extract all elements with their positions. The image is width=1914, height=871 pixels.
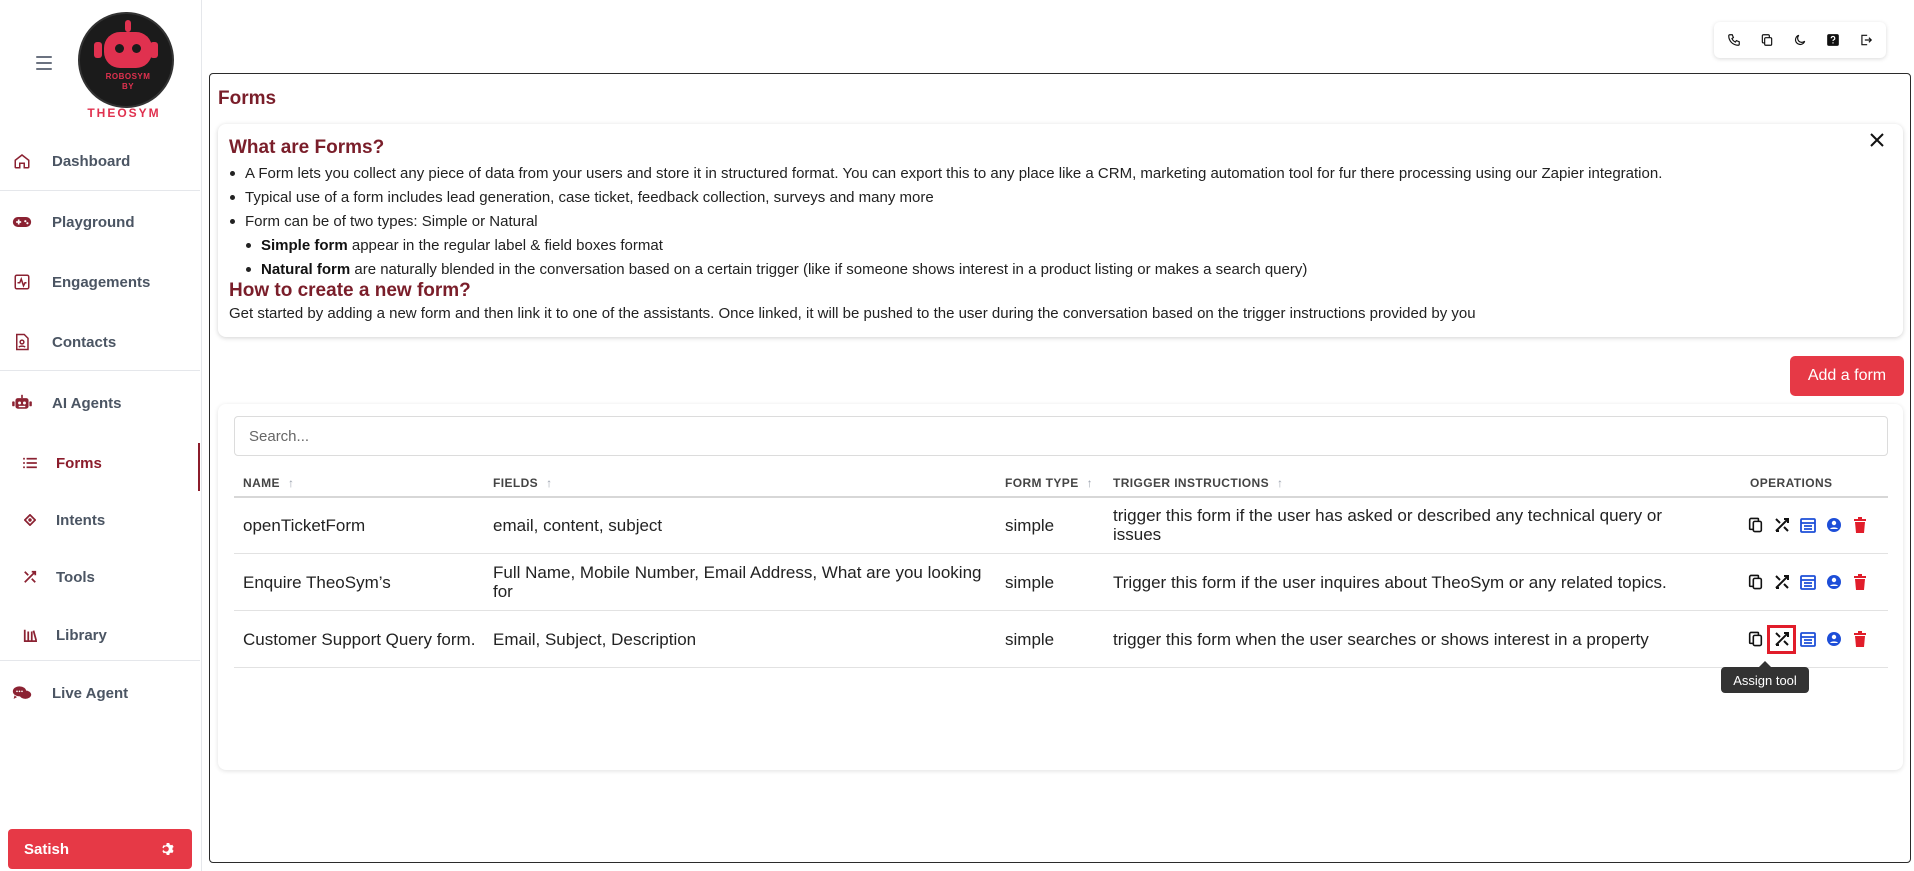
column-header-operations <box>1750 476 1832 490</box>
row-operations <box>1747 497 1868 553</box>
sidebar-item-intents[interactable] <box>0 500 200 540</box>
sidebar-item-library[interactable] <box>0 615 200 655</box>
cell-name: Enquire TheoSym’s <box>243 572 391 592</box>
sort-arrow-icon[interactable]: ↑ <box>1277 476 1284 490</box>
add-form-button[interactable]: Add a form <box>1790 356 1904 396</box>
sidebar-item-label: Dashboard <box>52 152 131 170</box>
brand-logo[interactable] <box>76 10 172 118</box>
activity-icon <box>12 272 32 292</box>
sidebar-item-dashboard[interactable] <box>0 141 200 181</box>
user-link-icon[interactable] <box>1825 517 1842 534</box>
sidebar-item-tools[interactable] <box>0 557 200 597</box>
phone-icon[interactable] <box>1720 26 1748 54</box>
forms-table-card <box>218 404 1903 770</box>
copy-icon[interactable] <box>1747 574 1764 591</box>
sidebar-item-label: Playground <box>52 213 135 231</box>
cell-form-type: simple <box>1005 572 1055 592</box>
info-bullet <box>245 189 934 206</box>
help-icon[interactable] <box>1819 26 1847 54</box>
table-row[interactable] <box>234 497 1888 554</box>
column-label: FIELDS <box>493 476 539 490</box>
row-operations <box>1747 611 1868 667</box>
assign-tool-icon[interactable] <box>1773 517 1790 534</box>
sidebar-item-engagements[interactable] <box>0 262 200 302</box>
column-label: TRIGGER INSTRUCTIONS <box>1113 476 1270 490</box>
cell-name: openTicketForm <box>243 515 366 535</box>
logo-circle <box>78 12 174 108</box>
info-bullet <box>245 165 1662 182</box>
cell-form-type: simple <box>1005 629 1055 649</box>
user-name: Satish <box>24 840 70 858</box>
search-input[interactable] <box>234 416 1888 456</box>
logo-brand-name: THEOSYM <box>87 106 161 120</box>
column-header-trigger[interactable] <box>1113 476 1283 490</box>
cell-fields: Email, Subject, Description <box>493 629 697 649</box>
sort-arrow-icon[interactable]: ↑ <box>1086 476 1094 490</box>
form-preview-icon[interactable] <box>1799 631 1816 648</box>
cell-trigger: Trigger this form if the user inquires about TheoSym or any related topics. <box>1113 572 1667 592</box>
cell-name: Customer Support Query form. <box>243 629 476 649</box>
cell-form-type: simple <box>1005 515 1055 535</box>
sort-arrow-icon[interactable]: ↑ <box>546 476 553 490</box>
home-icon <box>12 151 32 171</box>
logout-icon[interactable] <box>1852 26 1880 54</box>
sidebar-item-contacts[interactable] <box>0 322 200 362</box>
bullet-text: Typical use of a form includes lead generation, case ticket, feedback collection, surveys and many more <box>245 189 934 206</box>
sidebar-item-label: Tools <box>56 568 95 586</box>
page-title: Forms <box>218 88 277 109</box>
list-icon <box>20 453 40 473</box>
top-toolbar <box>1714 22 1886 58</box>
gamepad-icon <box>12 212 32 232</box>
info-sub-bullet <box>261 261 1307 278</box>
library-icon <box>20 625 40 645</box>
cell-fields: email, content, subject <box>493 515 663 535</box>
cell-fields: Full Name, Mobile Number, Email Address, What are you looking for <box>493 563 982 601</box>
logo-antenna <box>125 20 131 32</box>
assign-tool-icon[interactable] <box>1773 631 1790 648</box>
delete-icon[interactable] <box>1851 574 1868 591</box>
divider <box>0 190 200 191</box>
cell-trigger: trigger this form if the user has asked or described any technical query or issues <box>1113 506 1662 544</box>
logo-text-top: ROBOSYM <box>105 72 151 81</box>
tools-icon <box>20 567 40 587</box>
copy-icon[interactable] <box>1753 26 1781 54</box>
divider <box>0 370 200 371</box>
bullet-text: A Form lets you collect any piece of data from your users and store it in structured format. You can export this to any place like a CRM, marketing automation tool for fur there processing using our Zapier integration. <box>245 165 1663 182</box>
robot-face-icon <box>104 32 152 68</box>
assign-tool-icon[interactable] <box>1773 574 1790 591</box>
sidebar-item-label: Live Agent <box>52 684 129 702</box>
bullet-bold: Simple form <box>261 237 348 254</box>
table-row[interactable] <box>234 554 1888 611</box>
copy-icon[interactable] <box>1747 517 1764 534</box>
sidebar-item-label: Intents <box>56 511 106 529</box>
sidebar-item-live-agent[interactable] <box>0 673 200 713</box>
sidebar-item-ai-agents[interactable] <box>0 383 200 423</box>
info-heading-what: What are Forms? <box>229 137 385 158</box>
sidebar-item-label: Library <box>56 626 107 644</box>
menu-toggle-icon[interactable] <box>36 56 52 70</box>
gear-icon[interactable] <box>160 841 176 857</box>
info-heading-how: How to create a new form? <box>229 280 471 301</box>
column-header-form-type[interactable] <box>1005 476 1093 490</box>
info-sub-bullet <box>261 237 663 254</box>
main-panel <box>209 73 1911 863</box>
user-menu-button[interactable] <box>8 829 192 869</box>
bullet-text: Form can be of two types: Simple or Natural <box>245 213 538 230</box>
column-header-fields[interactable] <box>493 476 552 490</box>
info-bullet <box>245 213 538 230</box>
column-label: OPERATIONS <box>1750 476 1833 490</box>
assign-tool-tooltip: Assign tool <box>1721 667 1809 693</box>
form-preview-icon[interactable] <box>1799 574 1816 591</box>
sidebar-item-playground[interactable] <box>0 202 200 242</box>
user-link-icon[interactable] <box>1825 574 1842 591</box>
column-header-name[interactable] <box>243 476 294 490</box>
bullet-text: are naturally blended in the conversation based on a certain trigger (like if someone shows interest in a product listing or makes a search query) <box>350 261 1308 278</box>
user-link-icon[interactable] <box>1825 631 1842 648</box>
diamond-icon <box>20 510 40 530</box>
sidebar-item-label: Forms <box>56 454 102 472</box>
column-label: FORM TYPE <box>1005 476 1079 490</box>
bullet-bold: Natural form <box>261 261 351 278</box>
sidebar <box>0 0 202 871</box>
sidebar-item-label: AI Agents <box>52 394 122 412</box>
bullet-text: appear in the regular label & field boxes format <box>347 237 663 254</box>
logo-ear-left <box>94 42 102 58</box>
file-contact-icon <box>12 332 32 352</box>
table-header <box>234 470 1888 498</box>
table-row[interactable] <box>234 611 1888 668</box>
sidebar-item-label: Contacts <box>52 333 117 351</box>
divider <box>0 660 200 661</box>
sort-arrow-icon[interactable]: ↑ <box>287 476 295 490</box>
robot-icon <box>12 393 32 413</box>
cell-trigger: trigger this form when the user searches or shows interest in a property <box>1113 629 1649 649</box>
copy-icon[interactable] <box>1747 631 1764 648</box>
form-preview-icon[interactable] <box>1799 517 1816 534</box>
row-operations <box>1747 554 1868 610</box>
info-footer: Get started by adding a new form and then link it to one of the assistants. Once linked, it will be pushed to the user during the conversation based on the trigger instructions provided by you <box>229 305 1476 322</box>
logo-text-mid: BY <box>121 82 135 91</box>
moon-icon[interactable] <box>1786 26 1814 54</box>
delete-icon[interactable] <box>1851 631 1868 648</box>
sidebar-item-label: Engagements <box>52 273 151 291</box>
column-label: NAME <box>243 476 280 490</box>
info-card <box>218 124 1903 337</box>
sidebar-item-forms[interactable] <box>0 443 200 483</box>
delete-icon[interactable] <box>1851 517 1868 534</box>
chat-icon <box>12 683 32 703</box>
close-icon[interactable] <box>1869 132 1889 152</box>
